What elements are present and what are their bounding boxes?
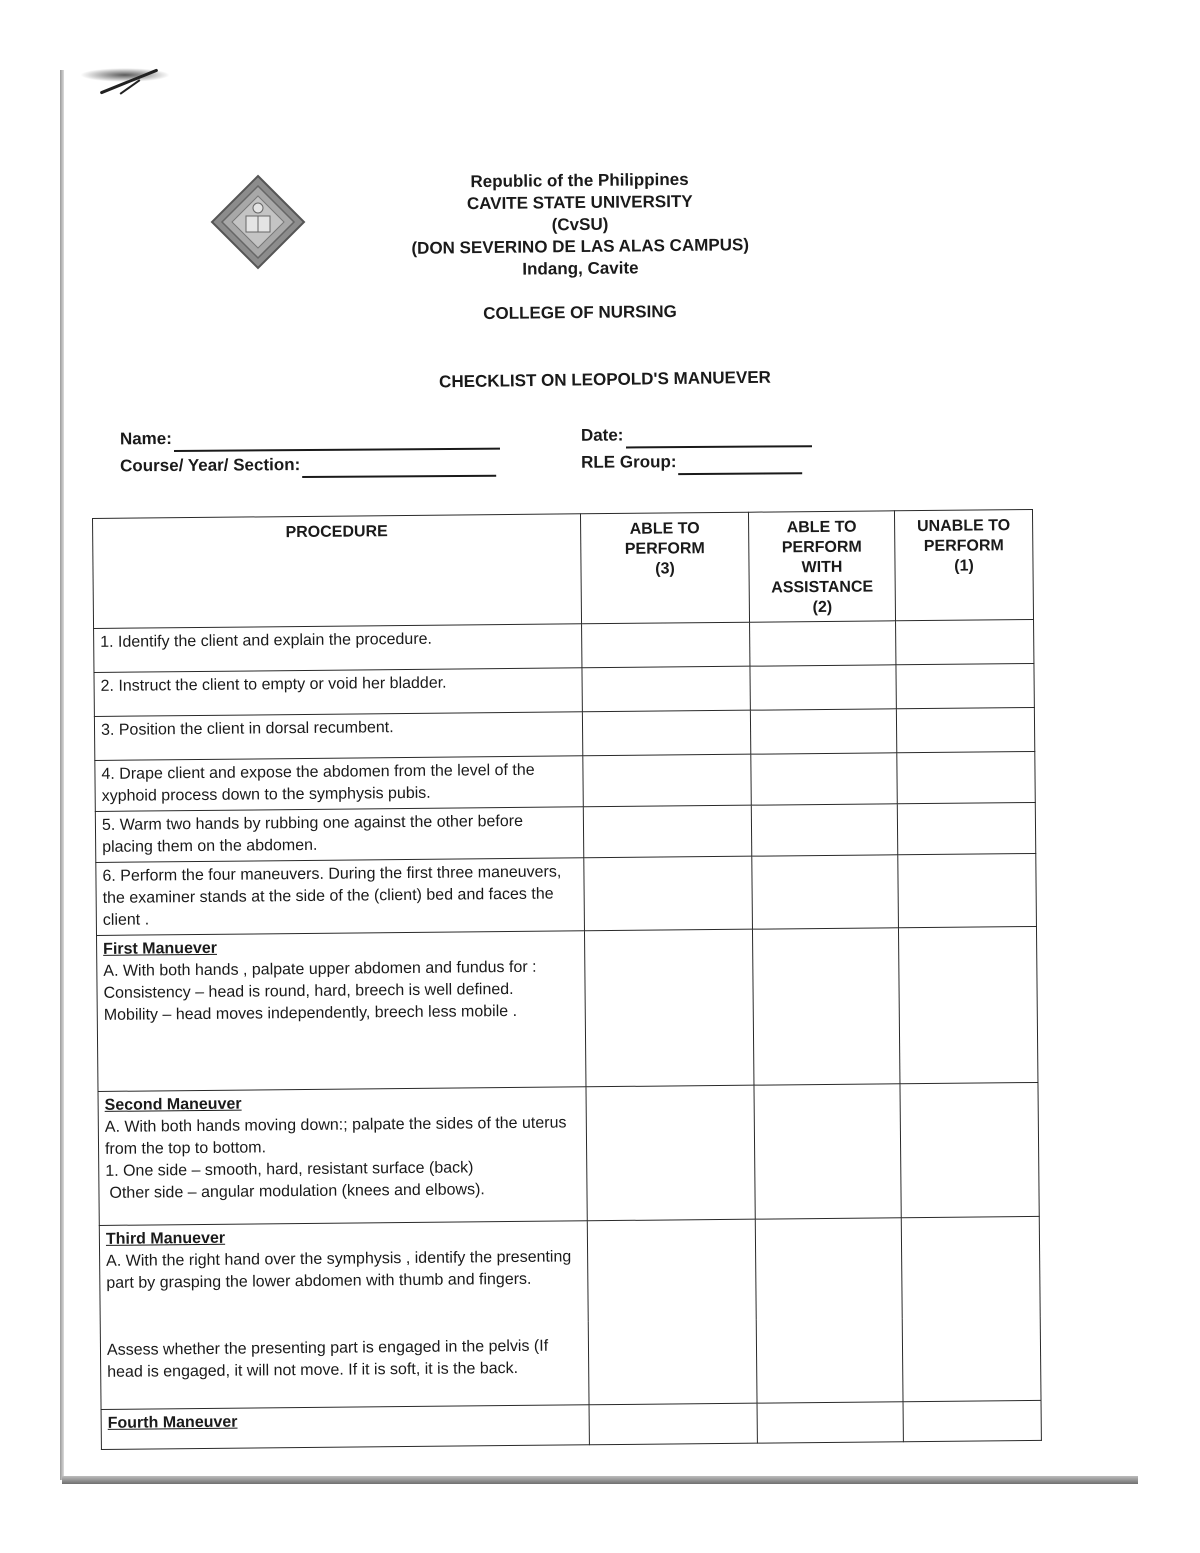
table-row bbox=[96, 853, 1037, 935]
fourth-maneuver-assist-cell[interactable] bbox=[757, 1402, 903, 1443]
fourth-maneuver-title: Fourth Maneuver bbox=[107, 1413, 238, 1432]
first-maneuver-line-a: A. With both hands , palpate upper abdomen and fundus for : bbox=[103, 958, 537, 980]
step-2-unable-cell[interactable] bbox=[896, 663, 1034, 708]
header-able-to-perform: ABLE TO PERFORM (3) bbox=[580, 512, 749, 624]
header-line-acronym: (CvSU) bbox=[551, 214, 609, 235]
header-line-location: Indang, Cavite bbox=[522, 258, 639, 279]
first-maneuver-unable-cell[interactable] bbox=[898, 926, 1037, 1083]
name-label: Name: bbox=[119, 428, 172, 449]
rle-group-blank[interactable] bbox=[678, 454, 802, 475]
table-row bbox=[95, 802, 1035, 862]
second-maneuver-line-1: 1. One side – smooth, hard, resistant surface (back) bbox=[105, 1159, 474, 1180]
step-2-able-cell[interactable] bbox=[582, 666, 750, 712]
step-2-text: 2. Instruct the client to empty or void her bladder. bbox=[94, 668, 582, 717]
student-info-left bbox=[120, 423, 500, 480]
college-name: COLLEGE OF NURSING bbox=[483, 301, 677, 324]
assess-assist-cell[interactable] bbox=[756, 1318, 903, 1403]
name-blank[interactable] bbox=[174, 430, 500, 452]
second-maneuver-title: Second Maneuver bbox=[104, 1095, 242, 1114]
third-maneuver-able-cell[interactable] bbox=[587, 1219, 756, 1321]
date-field[interactable] bbox=[581, 420, 812, 449]
second-maneuver-text bbox=[98, 1087, 587, 1226]
second-maneuver-line-a: A. With both hands moving down:; palpate the sides of the uterus from the top to bottom. bbox=[104, 1114, 567, 1158]
course-field[interactable] bbox=[120, 450, 500, 480]
step-4-able-cell[interactable] bbox=[583, 754, 751, 807]
step-1-unable-cell[interactable] bbox=[896, 619, 1034, 664]
header-unable-to-perform: UNABLE TO PERFORM (1) bbox=[894, 509, 1033, 620]
header-line-campus: (DON SEVERINO DE LAS ALAS CAMPUS) bbox=[411, 235, 750, 258]
date-blank[interactable] bbox=[625, 427, 811, 448]
table-row-assess bbox=[100, 1316, 1041, 1409]
page-title: CHECKLIST ON LEOPOLD'S MANUEVER bbox=[438, 367, 772, 392]
table-row-fourth-maneuver bbox=[101, 1400, 1041, 1449]
assess-unable-cell[interactable] bbox=[902, 1316, 1041, 1401]
step-3-unable-cell[interactable] bbox=[896, 707, 1034, 752]
date-label: Date: bbox=[580, 425, 624, 445]
step-3-assist-cell[interactable] bbox=[750, 709, 896, 754]
name-field[interactable] bbox=[120, 423, 500, 453]
header-procedure: PROCEDURE bbox=[93, 514, 582, 629]
page-edge-left bbox=[60, 70, 64, 1480]
first-maneuver-text bbox=[97, 931, 586, 1092]
table-row-first-maneuver bbox=[97, 926, 1038, 1091]
step-5-able-cell[interactable] bbox=[583, 805, 751, 858]
step-1-text: 1. Identify the client and explain the procedure. bbox=[94, 624, 582, 673]
step-4-unable-cell[interactable] bbox=[897, 751, 1035, 803]
first-maneuver-able-cell[interactable] bbox=[584, 929, 753, 1087]
table-row bbox=[95, 751, 1035, 811]
third-maneuver-line-a: A. With the right hand over the symphysis , identify the presenting part by grasping the lower abdomen with thumb and fingers. bbox=[106, 1248, 572, 1292]
step-4-assist-cell[interactable] bbox=[751, 753, 897, 805]
assess-able-cell[interactable] bbox=[588, 1319, 757, 1405]
step-5-assist-cell[interactable] bbox=[751, 804, 897, 856]
step-6-able-cell[interactable] bbox=[584, 856, 753, 931]
assess-engagement-text: Assess whether the presenting part is engaged in the pelvis (If head is engaged, it will not move. If it is soft, it is the back. bbox=[100, 1321, 589, 1410]
step-6-text: 6. Perform the four maneuvers. During the first three maneuvers, the examiner stands at the side of the (client) bed and faces the client . bbox=[96, 858, 585, 936]
step-1-able-cell[interactable] bbox=[582, 622, 750, 668]
second-maneuver-unable-cell[interactable] bbox=[900, 1082, 1039, 1217]
student-info-right bbox=[581, 420, 812, 476]
course-label: Course/ Year/ Section: bbox=[120, 455, 301, 476]
course-blank[interactable] bbox=[302, 457, 496, 478]
header-able-with-assistance: ABLE TO PERFORM WITH ASSISTANCE (2) bbox=[748, 511, 895, 622]
second-maneuver-line-other: Other side – angular modulation (knees and elbows). bbox=[109, 1181, 485, 1202]
step-6-unable-cell[interactable] bbox=[898, 853, 1037, 927]
header-line-republic: Republic of the Philippines bbox=[470, 169, 689, 192]
step-4-text: 4. Drape client and expose the abdomen from the level of the xyphoid process down to the symphysis pubis. bbox=[95, 756, 583, 812]
third-maneuver-assist-cell[interactable] bbox=[755, 1218, 902, 1319]
step-2-assist-cell[interactable] bbox=[750, 665, 896, 710]
step-3-able-cell[interactable] bbox=[582, 710, 750, 756]
second-maneuver-able-cell[interactable] bbox=[586, 1085, 755, 1221]
header-line-university: CAVITE STATE UNIVERSITY bbox=[466, 191, 693, 214]
fourth-maneuver-text bbox=[101, 1405, 589, 1450]
third-maneuver-title: Third Manuever bbox=[105, 1229, 226, 1248]
first-maneuver-consistency: Consistency – head is round, hard, breech is well defined. bbox=[103, 980, 514, 1002]
step-6-assist-cell[interactable] bbox=[752, 855, 899, 929]
table-row-second-maneuver bbox=[98, 1082, 1039, 1225]
fourth-maneuver-unable-cell[interactable] bbox=[903, 1400, 1041, 1441]
checklist-sheet bbox=[92, 509, 1053, 1448]
page-edge-bottom bbox=[62, 1476, 1138, 1484]
second-maneuver-assist-cell[interactable] bbox=[754, 1084, 901, 1219]
first-maneuver-mobility: Mobility – head moves independently, breech less mobile . bbox=[103, 1002, 518, 1024]
third-maneuver-text bbox=[99, 1221, 588, 1326]
university-seal-logo bbox=[208, 172, 308, 272]
rle-group-field[interactable] bbox=[581, 447, 812, 476]
first-maneuver-assist-cell[interactable] bbox=[752, 928, 899, 1085]
step-1-assist-cell[interactable] bbox=[750, 621, 896, 666]
rle-group-label: RLE Group: bbox=[581, 452, 677, 472]
third-maneuver-unable-cell[interactable] bbox=[901, 1216, 1040, 1317]
step-3-text: 3. Position the client in dorsal recumbent. bbox=[94, 712, 582, 761]
fourth-maneuver-able-cell[interactable] bbox=[589, 1403, 757, 1445]
first-maneuver-title: First Manuever bbox=[103, 939, 218, 958]
document-header bbox=[379, 168, 780, 282]
step-5-unable-cell[interactable] bbox=[897, 802, 1035, 854]
table-row-third-maneuver bbox=[99, 1216, 1040, 1325]
table-header-row bbox=[93, 509, 1034, 628]
checklist-table bbox=[92, 509, 1042, 1450]
step-5-text: 5. Warm two hands by rubbing one against the other before placing them on the abdomen. bbox=[95, 807, 583, 863]
